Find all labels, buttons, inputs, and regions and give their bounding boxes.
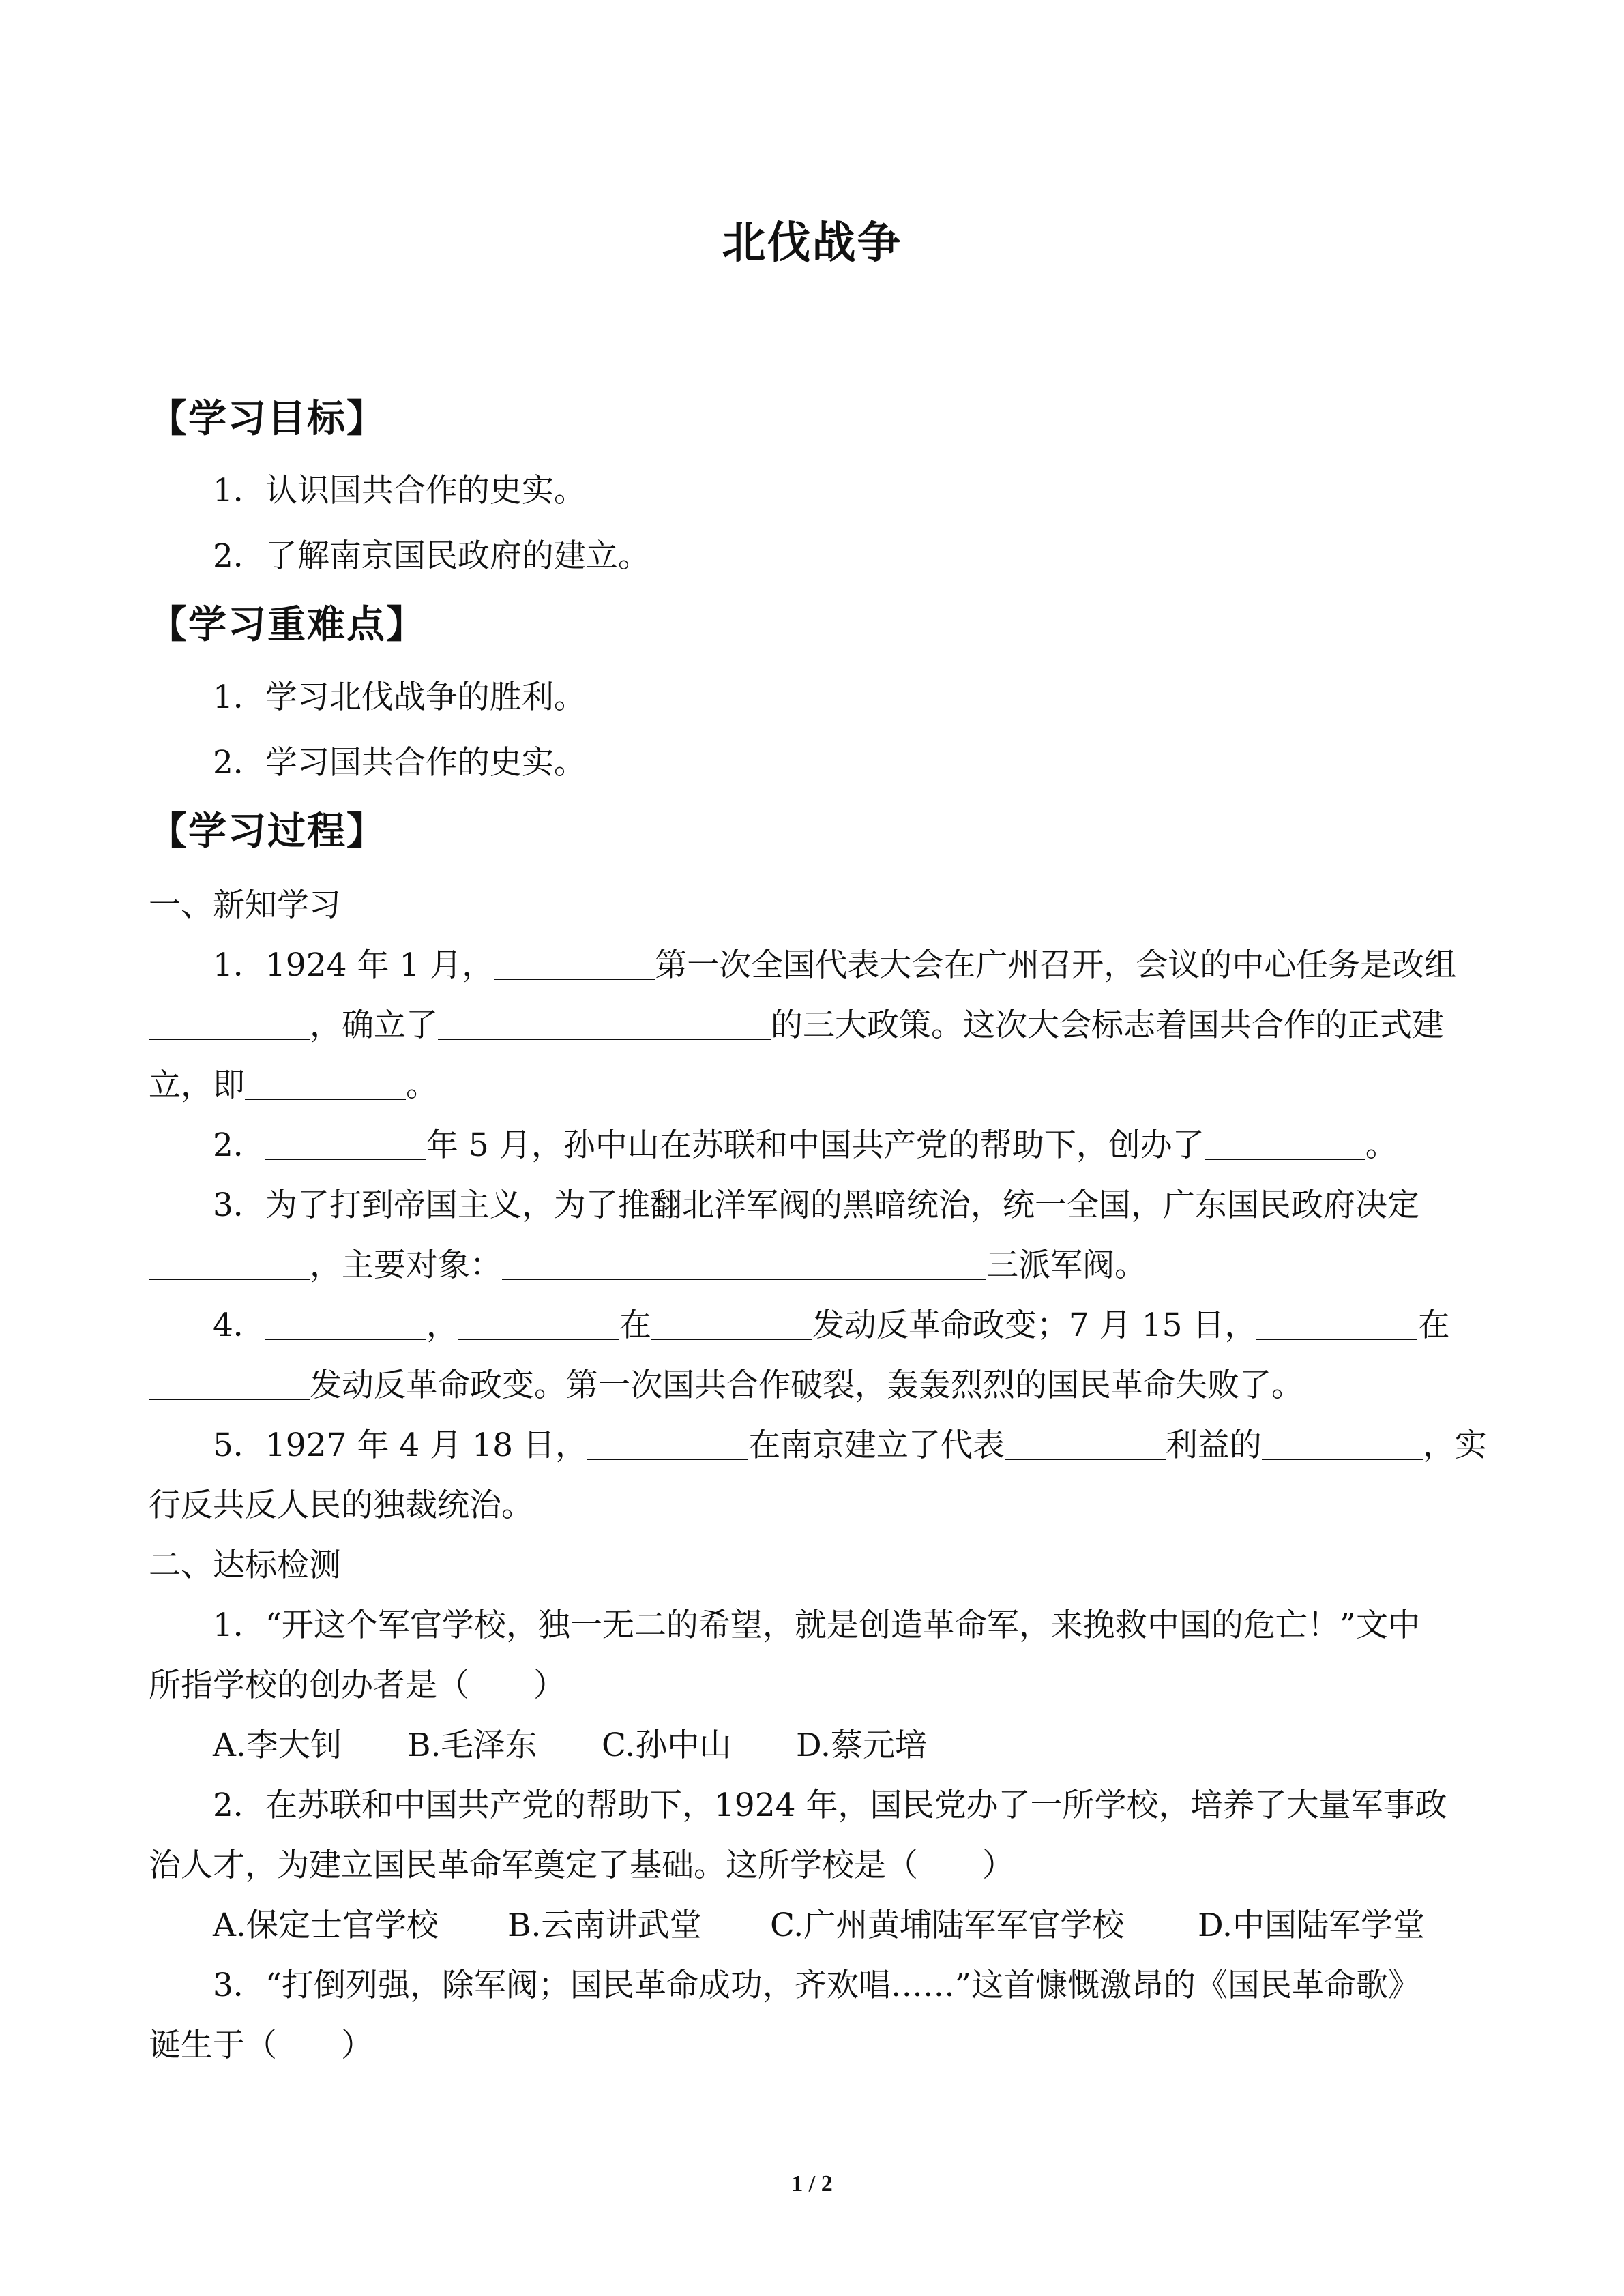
answer-blank[interactable] [265,1129,426,1160]
part-label-new-knowledge: 一、新知学习 [149,886,341,924]
answer-blank[interactable] [494,949,655,980]
option-d[interactable]: D.蔡元培 [796,1727,927,1764]
answer-blank[interactable] [587,1429,748,1460]
key-point-item: 1．学习北伐战争的胜利。 [213,679,586,716]
answer-blank[interactable] [1256,1309,1417,1340]
choice-question-1-options [213,1727,927,1765]
answer-blank[interactable] [149,1369,310,1400]
answer-blank[interactable] [458,1309,619,1340]
section-heading-key-points: 【学习重难点】 [149,603,426,647]
answer-blank[interactable] [149,1009,310,1040]
page-number: 1 / 2 [791,2171,833,2196]
answer-blank[interactable] [245,1069,406,1100]
fill-question-3-line-1: 3．为了打到帝国主义，为了推翻北洋军阀的黑暗统治，统一全国，广东国民政府决定 [213,1187,1419,1224]
choice-question-2-line-1: 2．在苏联和中国共产党的帮助下，1924 年，国民党办了一所学校，培养了大量军事政 [213,1787,1447,1824]
fill-question-4-line-2: 发动反革命政变。第一次国共合作破裂，轰轰烈烈的国民革命失败了。 [149,1367,1303,1405]
objective-item: 1．认识国共合作的史实。 [213,472,586,509]
fill-question-1-line-2: ，确立了 的三大政策。这次大会标志着国共合作的正式建 [149,1007,1444,1045]
answer-blank[interactable] [149,1249,310,1280]
fill-question-3-line-2: ，主要对象： 三派军阀。 [149,1247,1147,1285]
answer-blank[interactable] [1205,1129,1365,1160]
answer-blank[interactable] [502,1249,986,1280]
fill-question-4-line-1: 4． ， 在 发动反革命政变；7 月 15 日， 在 [213,1307,1450,1344]
part-label-check: 二、达标检测 [149,1547,341,1584]
key-point-item: 2．学习国共合作的史实。 [213,744,586,781]
answer-blank[interactable] [1005,1429,1166,1460]
fill-question-2: 2． 年 5 月，孙中山在苏联和中国共产党的帮助下，创办了 。 [213,1127,1398,1164]
option-a[interactable]: A.李大钊 [213,1727,342,1764]
answer-blank[interactable] [651,1309,812,1340]
page-title: 北伐战争 [722,218,902,269]
answer-blank[interactable] [1262,1429,1423,1460]
answer-blank[interactable] [438,1009,771,1040]
fill-question-1-line-3: 立，即 。 [149,1067,438,1104]
option-d[interactable]: D.中国陆军学堂 [1198,1907,1425,1944]
section-heading-process: 【学习过程】 [149,809,386,854]
fill-question-5-line-2: 行反共反人民的独裁统治。 [149,1487,533,1524]
option-b[interactable]: B.毛泽东 [407,1727,537,1764]
option-a[interactable]: A.保定士官学校 [213,1907,439,1944]
section-heading-objectives: 【学习目标】 [149,397,386,441]
fill-question-5-line-1: 5．1927 年 4 月 18 日， 在南京建立了代表 利益的 ，实 [213,1427,1487,1464]
option-b[interactable]: B.云南讲武堂 [507,1907,702,1944]
option-c[interactable]: C.孙中山 [602,1727,732,1764]
choice-question-3-line-1: 3．“打倒列强，除军阀；国民革命成功，齐欢唱……”这首慷慨激昂的《国民革命歌》 [213,1967,1420,2004]
objective-item: 2．了解南京国民政府的建立。 [213,537,650,575]
choice-question-2-options [213,1907,1425,1945]
choice-question-1-line-1: 1．“开这个军官学校，独一无二的希望，就是创造革命军，来挽救中国的危亡！”文中 [213,1607,1420,1644]
answer-blank[interactable] [265,1309,426,1340]
choice-question-3-line-2: 诞生于（ ） [149,2027,373,2064]
fill-question-1-line-1: 1．1924 年 1 月， 第一次全国代表大会在广州召开，会议的中心任务是改组 [213,946,1457,984]
choice-question-2-line-2: 治人才，为建立国民革命军奠定了基础。这所学校是（ ） [149,1847,1014,1884]
option-c[interactable]: C.广州黄埔陆军军官学校 [770,1907,1125,1944]
choice-question-1-line-2: 所指学校的创办者是（ ） [149,1667,565,1704]
